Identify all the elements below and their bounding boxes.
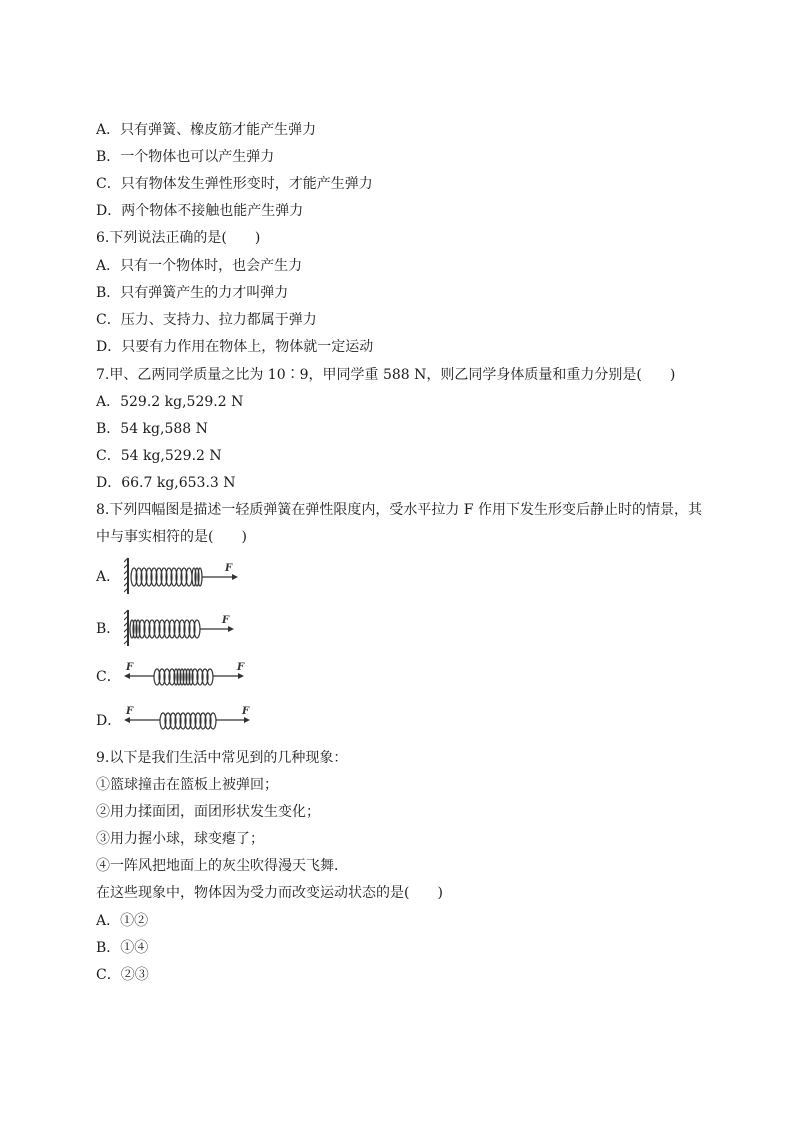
- force-label: F: [126, 662, 134, 673]
- q9-option-c: C．②③: [96, 967, 149, 983]
- q8-option-d-label: D．: [96, 713, 122, 729]
- q9-item-1: ①篮球撞击在篮板上被弹回；: [96, 777, 278, 793]
- q6-option-b: B．只有弹簧产生的力才叫弹力: [96, 285, 289, 301]
- q5-option-b: B．一个物体也可以产生弹力: [96, 149, 275, 165]
- q9-question: 在这些现象中，物体因为受力而改变运动状态的是( ): [96, 885, 443, 901]
- q6-option-d: D．只要有力作用在物体上，物体就一定运动: [96, 339, 374, 355]
- spring-icon: [160, 713, 216, 729]
- q8-option-c-label: C．: [96, 669, 121, 685]
- arrow-right-icon: [202, 574, 238, 580]
- q8-figure-a: [124, 556, 244, 596]
- q8-figure-c: [124, 660, 254, 692]
- force-label: F: [225, 563, 233, 574]
- q7-option-d: D．66.7 kg,653.3 N: [96, 475, 236, 491]
- q8-option-b-label: B．: [96, 621, 121, 637]
- q7-option-b: B．54 kg,588 N: [96, 421, 208, 437]
- q7-stem: 7.甲、乙两同学质量之比为 10∶9，甲同学重 588 N，则乙同学身体质量和重力分别是( ): [96, 367, 676, 383]
- spring-icon: [131, 568, 202, 586]
- q5-option-c: C．只有物体发生弹性形变时，才能产生弹力: [96, 176, 373, 192]
- force-label: F: [222, 615, 230, 626]
- arrow-right-icon: [213, 673, 244, 679]
- wall-icon: [124, 610, 128, 646]
- q9-stem: 9.以下是我们生活中常见到的几种现象：: [96, 750, 348, 766]
- arrow-left-icon: [124, 717, 160, 723]
- force-label: F: [237, 662, 245, 673]
- spring-icon: [154, 669, 213, 685]
- q9-item-3: ③用力握小球，球变瘪了；: [96, 831, 264, 847]
- q8-stem: 8.下列四幅图是描述一轻质弹簧在弹性限度内，受水平拉力 F 作用下发生形变后静止时的情景，其中与事实相符的是( ): [96, 502, 702, 545]
- q5-option-a: A．只有弹簧、橡皮筋才能产生弹力: [96, 122, 317, 138]
- q9-option-a: A．①②: [96, 913, 149, 929]
- q8-figure-d: [124, 704, 254, 736]
- q8-figure-b: [124, 608, 244, 648]
- force-label: F: [242, 706, 250, 717]
- q6-option-c: C．压力、支持力、拉力都属于弹力: [96, 312, 317, 328]
- q7-option-c: C．54 kg,529.2 N: [96, 448, 222, 464]
- arrow-right-icon: [200, 626, 234, 632]
- force-label: F: [126, 706, 134, 717]
- q9-option-b: B．①④: [96, 940, 149, 956]
- q6-option-a: A．只有一个物体时，也会产生力: [96, 258, 303, 274]
- wall-icon: [124, 558, 128, 594]
- q9-item-2: ②用力揉面团，面团形状发生变化；: [96, 804, 320, 820]
- q7-option-a: A．529.2 kg,529.2 N: [96, 394, 244, 410]
- arrow-left-icon: [124, 673, 154, 679]
- q9-item-4: ④一阵风把地面上的灰尘吹得漫天飞舞．: [96, 858, 348, 874]
- q8-option-a-label: A．: [96, 569, 121, 585]
- q5-option-d: D．两个物体不接触也能产生弹力: [96, 203, 304, 219]
- arrow-right-icon: [216, 717, 250, 723]
- q6-stem: 6.下列说法正确的是( ): [96, 230, 261, 246]
- spring-icon: [130, 620, 200, 638]
